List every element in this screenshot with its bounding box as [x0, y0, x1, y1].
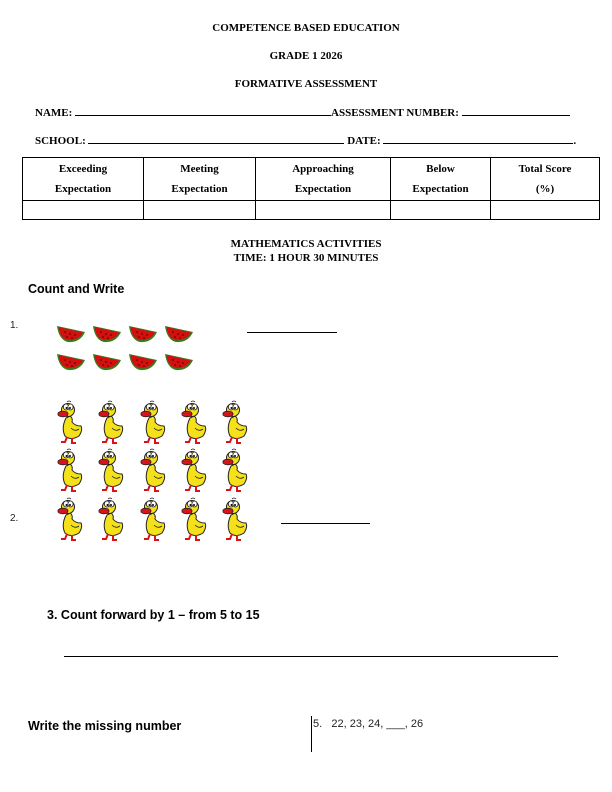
school-field[interactable] [88, 133, 344, 144]
duck-icon [140, 400, 166, 444]
question-1-number: 1. [10, 320, 19, 331]
column-divider [311, 716, 312, 752]
score-approaching-cell[interactable] [256, 201, 391, 220]
duck-icon [140, 497, 166, 541]
header-below: Below Expectation [391, 158, 491, 201]
name-field[interactable] [75, 105, 331, 116]
score-meeting-cell[interactable] [144, 201, 256, 220]
date-trailing-period: . [573, 135, 577, 147]
question-3-text: Count forward by 1 – from 5 to 15 [60, 608, 260, 622]
question-5-number: 5. [313, 718, 323, 730]
watermelon-slice-icon [164, 323, 194, 343]
time-allowed: TIME: 1 HOUR 30 MINUTES [233, 252, 379, 264]
score-table-header-row [23, 158, 600, 201]
duck-icon [140, 448, 166, 492]
assessment-type-title: FORMATIVE ASSESSMENT [234, 78, 378, 90]
date-label: DATE: [347, 135, 381, 147]
header-total-score: Total Score (%) [491, 158, 600, 201]
score-exceeding-cell[interactable] [23, 201, 144, 220]
question-3 [47, 608, 260, 622]
date-field[interactable] [383, 133, 573, 144]
grade-title: GRADE 1 2026 [269, 50, 343, 62]
duck-icon [98, 497, 124, 541]
question-2-answer-line[interactable] [281, 523, 370, 524]
watermelon-slice-icon [164, 351, 194, 371]
duck-icon [98, 400, 124, 444]
question-5-sequence[interactable]: 22, 23, 24, ___, 26 [331, 718, 424, 730]
header-exceeding: Exceeding Expectation [23, 158, 144, 201]
header-approaching: Approaching Expectation [256, 158, 391, 201]
count-and-write-heading: Count and Write [28, 282, 125, 296]
name-label: NAME: [35, 107, 73, 119]
score-total-cell[interactable] [491, 201, 600, 220]
duck-icon [222, 400, 248, 444]
write-missing-number-heading: Write the missing number [28, 719, 182, 733]
school-label: SCHOOL: [35, 135, 86, 147]
question-1-answer-line[interactable] [247, 332, 337, 333]
name-row [35, 105, 570, 119]
duck-icon [181, 400, 207, 444]
school-row [35, 133, 576, 147]
score-below-cell[interactable] [391, 201, 491, 220]
duck-icon [57, 448, 83, 492]
duck-icon [181, 497, 207, 541]
watermelon-slice-icon [92, 323, 122, 343]
question-3-answer-line[interactable] [64, 656, 558, 657]
duck-icon [98, 448, 124, 492]
duck-icon [57, 497, 83, 541]
duck-icon [57, 400, 83, 444]
question-5 [313, 718, 423, 730]
watermelon-slice-icon [56, 323, 86, 343]
watermelon-slice-icon [128, 351, 158, 371]
assessment-number-label: ASSESSMENT NUMBER: [331, 107, 459, 119]
header-title: COMPETENCE BASED EDUCATION [212, 22, 400, 34]
watermelon-slice-icon [128, 323, 158, 343]
question-2-number: 2. [10, 513, 19, 524]
header-meeting: Meeting Expectation [144, 158, 256, 201]
assessment-number-field[interactable] [462, 105, 570, 116]
subject-title: MATHEMATICS ACTIVITIES [230, 238, 382, 250]
score-table [22, 157, 600, 220]
watermelon-slice-icon [92, 351, 122, 371]
question-3-number: 3. [47, 608, 58, 622]
duck-icon [181, 448, 207, 492]
watermelon-slice-icon [56, 351, 86, 371]
duck-icon [222, 497, 248, 541]
duck-icon [222, 448, 248, 492]
score-table-value-row [23, 201, 600, 220]
